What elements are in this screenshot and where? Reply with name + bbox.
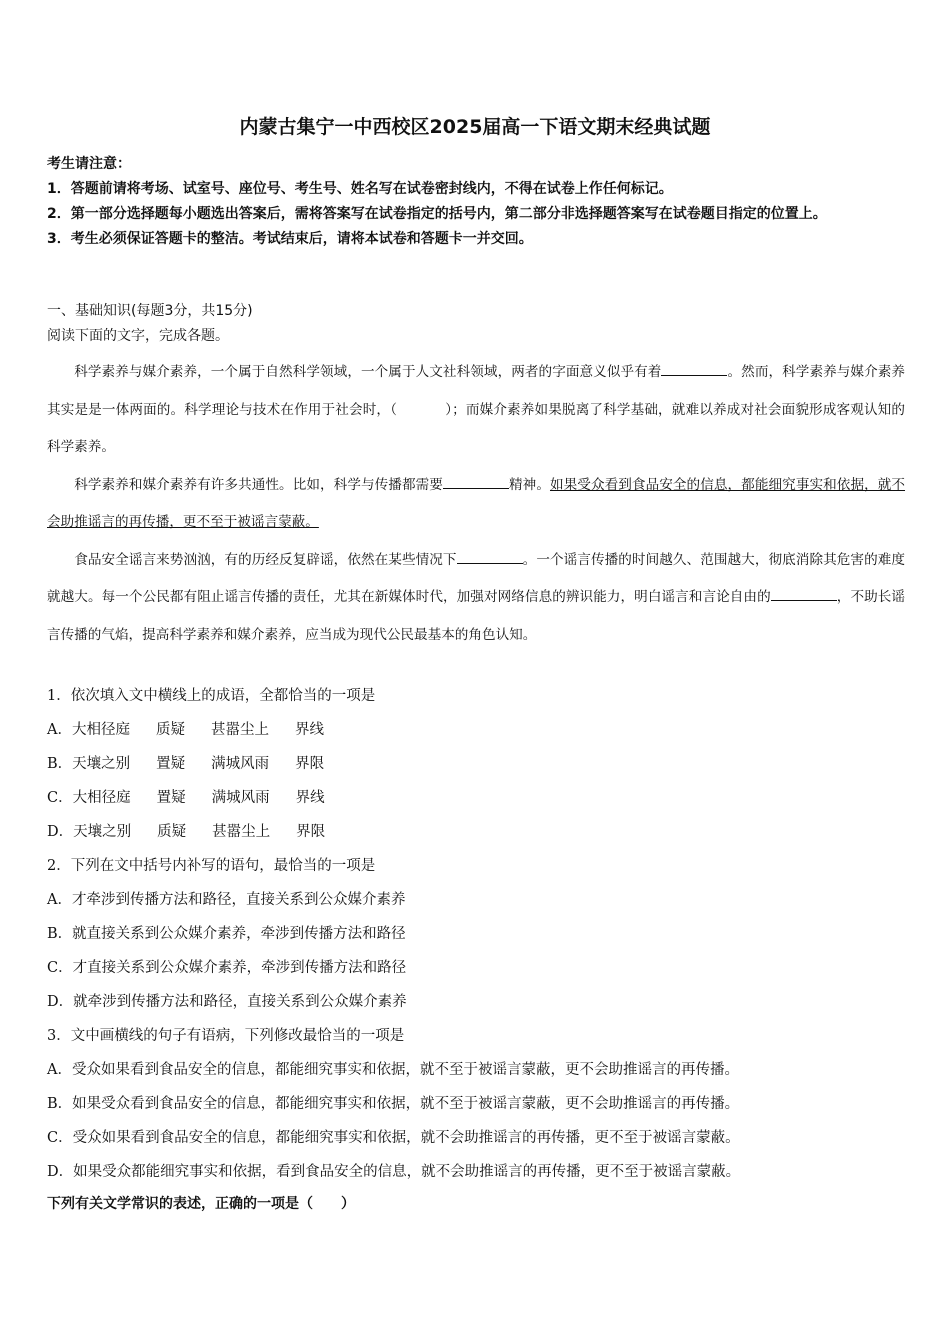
notice-heading: 考生请注意： bbox=[47, 156, 131, 172]
option-word: 质疑 bbox=[157, 824, 187, 840]
option-word: 满城风雨 bbox=[211, 756, 270, 772]
option-word: 界线 bbox=[295, 790, 325, 806]
passage-text: 精神。 bbox=[508, 476, 550, 493]
fill-blank bbox=[457, 549, 523, 564]
notice-block bbox=[47, 152, 903, 252]
passage-text: 。一个谣言传播的时间越久、范围越大，彻底消除其危害的难度就越大。每一个公民都有阻止谣言传播的责任，尤其在新媒体时代，加强对网络信息的辨识能力，明白谣言和言论自由的 bbox=[47, 551, 905, 605]
option-word: 大相径庭 bbox=[72, 790, 131, 806]
option-word: 置疑 bbox=[156, 756, 186, 772]
option-word: 界限 bbox=[295, 756, 325, 772]
fill-blank bbox=[771, 586, 837, 601]
option-word: 质疑 bbox=[155, 722, 185, 738]
underlined-sentence: 如果受众看到食品安全的信息，都能细究事实和依据，就不会助推谣言的再传播，更不至于被谣言蒙蔽。 bbox=[47, 476, 906, 530]
notice-item: 3．考生必须保证答题卡的整洁。考试结束后，请将本试卷和答题卡一并交回。 bbox=[47, 231, 533, 247]
passage-text: ，不助长谣言传播的气焰，提高科学素养和媒介素养，应当成为现代公民最基本的角色认知。 bbox=[47, 589, 906, 643]
question-list bbox=[47, 679, 905, 1189]
option-row bbox=[47, 747, 905, 781]
notice-item: 2．第一部分选择题每小题选出答案后，需将答案写在试卷指定的括号内，第二部分非选择题答案写在试卷题目指定的位置上。 bbox=[47, 206, 827, 222]
option-word: 界限 bbox=[296, 824, 326, 840]
reading-instruction: 阅读下面的文字，完成各题。 bbox=[47, 328, 229, 344]
option-row: D．就牵涉到传播方法和路径，直接关系到公众媒介素养 bbox=[47, 994, 407, 1010]
option-row: D．如果受众都能细究事实和依据，看到食品安全的信息，就不会助推谣言的再传播，更不至于被谣言蒙蔽。 bbox=[47, 1164, 741, 1180]
notice-item: 1．答题前请将考场、试室号、座位号、考生号、姓名写在试卷密封线内，不得在试卷上作任何标记。 bbox=[47, 181, 673, 197]
passage-text: 科学素养和媒介素养有许多共通性。比如，科学与传播都需要 bbox=[74, 476, 443, 493]
question-stem: 2．下列在文中括号内补写的语句，最恰当的一项是 bbox=[47, 858, 376, 874]
option-label: A． bbox=[47, 722, 72, 738]
option-word: 界线 bbox=[294, 722, 324, 738]
option-word: 甚嚣尘上 bbox=[210, 722, 269, 738]
passage-text: ）；而媒介素养如果脱离了科学基础，就难以养成对社会面貌形成客观认知的科学素养。 bbox=[47, 401, 905, 455]
reading-passage bbox=[47, 354, 905, 654]
passage-text: 。然而，科学素养与媒介素养其实是是一体两面的。科学理论与技术在作用于社会时，（ bbox=[47, 364, 905, 418]
option-word: 满城风雨 bbox=[211, 790, 270, 806]
passage-paragraph bbox=[47, 542, 905, 655]
fill-blank bbox=[443, 474, 509, 489]
option-row: A．才牵涉到传播方法和路径，直接关系到公众媒介素养 bbox=[47, 892, 406, 908]
option-row: C．才直接关系到公众媒介素养，牵涉到传播方法和路径 bbox=[47, 960, 407, 976]
option-label: C． bbox=[47, 790, 73, 806]
passage-text: 科学素养与媒介素养，一个属于自然科学领域，一个属于人文社科领域，两者的字面意义似乎有着 bbox=[74, 364, 662, 380]
option-word: 甚嚣尘上 bbox=[212, 824, 271, 840]
option-word: 置疑 bbox=[156, 790, 186, 806]
option-row bbox=[47, 781, 905, 815]
passage-paragraph bbox=[47, 467, 905, 542]
question-stem: 1．依次填入文中横线上的成语，全都恰当的一项是 bbox=[47, 688, 376, 704]
passage-paragraph bbox=[47, 354, 905, 467]
section-heading: 一、基础知识(每题3分，共15分) bbox=[47, 303, 253, 319]
passage-text: 食品安全谣言来势汹汹，有的历经反复辟谣，依然在某些情况下 bbox=[74, 551, 457, 568]
question-stem: 3．文中画横线的句子有语病，下列修改最恰当的一项是 bbox=[47, 1028, 405, 1044]
option-row bbox=[47, 815, 905, 849]
option-row bbox=[47, 713, 905, 747]
option-word: 天壤之别 bbox=[72, 756, 131, 772]
option-label: B． bbox=[47, 756, 73, 772]
option-label: D． bbox=[47, 824, 74, 840]
option-word: 大相径庭 bbox=[71, 722, 130, 738]
option-row: C．受众如果看到食品安全的信息，都能细究事实和依据，就不会助推谣言的再传播，更不至于被谣言蒙蔽。 bbox=[47, 1130, 740, 1146]
exam-title: 内蒙古集宁一中西校区2025届高一下语文期末经典试题 bbox=[239, 116, 711, 138]
fill-blank bbox=[661, 361, 727, 376]
option-row: B．如果受众看到食品安全的信息，都能细究事实和依据，就不至于被谣言蒙蔽，更不会助推谣言的再传播。 bbox=[47, 1096, 740, 1112]
option-word: 天壤之别 bbox=[73, 824, 132, 840]
option-row: B．就直接关系到公众媒介素养，牵涉到传播方法和路径 bbox=[47, 926, 406, 942]
option-row: A．受众如果看到食品安全的信息，都能细究事实和依据，就不至于被谣言蒙蔽，更不会助推谣言的再传播。 bbox=[47, 1062, 739, 1078]
question-stem-bold: 下列有关文学常识的表述，正确的一项是（ ） bbox=[47, 1196, 355, 1212]
